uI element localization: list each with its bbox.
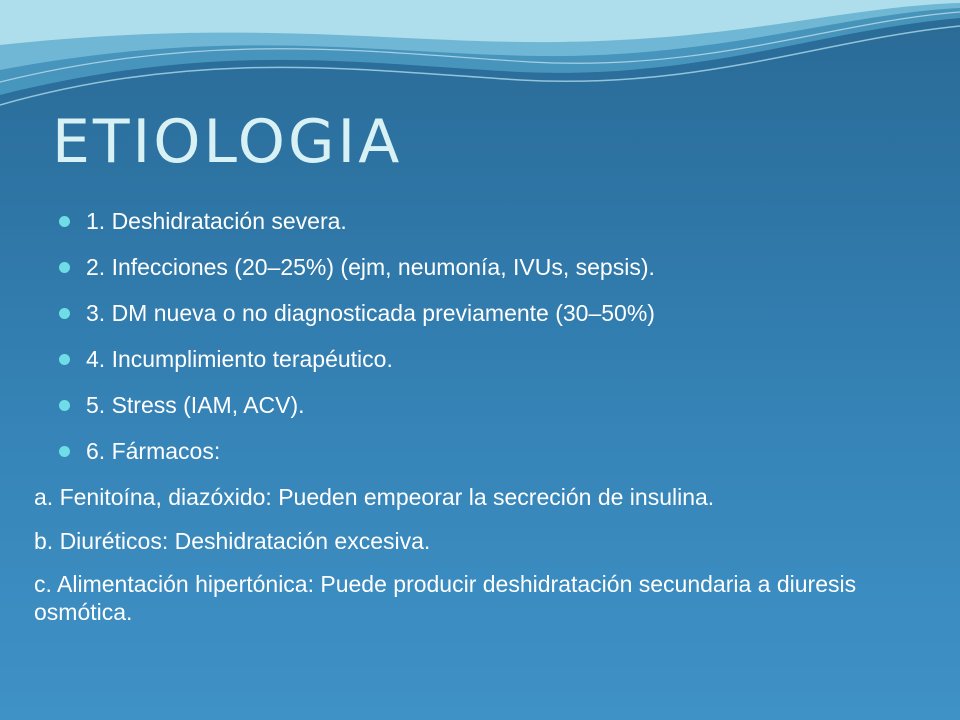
bullet-icon xyxy=(59,308,70,319)
sub-list-item xyxy=(4,484,914,512)
list-item xyxy=(56,392,936,438)
sub-item-text: b. Diuréticos: Deshidratación excesiva. xyxy=(34,527,431,554)
wave-decoration xyxy=(0,0,960,120)
sub-item-text: c. Alimentación hipertónica: Puede producir deshidratación secundaria a diuresis osmótica. xyxy=(34,571,857,625)
bullet-text: 1. Deshidratación severa. xyxy=(86,208,347,234)
sub-list xyxy=(4,484,884,626)
sub-item-text: a. Fenitoína, diazóxido: Pueden empeorar la secreción de insulina. xyxy=(34,484,715,510)
list-item xyxy=(56,438,936,484)
bullet-text: 2. Infecciones (20–25%) (ejm, neumonía, IVUs, sepsis). xyxy=(86,254,655,280)
bullet-icon xyxy=(59,354,70,365)
list-item xyxy=(56,208,936,254)
bullet-icon xyxy=(59,216,70,227)
bullet-text: 3. DM nueva o no diagnosticada previamente (30–50%) xyxy=(86,300,655,326)
bullet-icon xyxy=(59,446,70,457)
bullet-text: 4. Incumplimiento terapéutico. xyxy=(86,346,393,372)
list-item xyxy=(56,346,936,392)
slide-title: ETIOLOGIA xyxy=(52,107,403,177)
bullet-text: 6. Fármacos: xyxy=(86,438,221,464)
list-item xyxy=(56,300,936,346)
list-item xyxy=(56,254,936,300)
slide-content xyxy=(34,208,936,642)
bullet-text: 5. Stress (IAM, ACV). xyxy=(86,392,305,418)
bullet-list xyxy=(56,208,936,484)
bullet-icon xyxy=(59,262,70,273)
sub-list-item xyxy=(4,528,914,556)
bullet-icon xyxy=(59,400,70,411)
sub-list-item xyxy=(4,571,914,626)
